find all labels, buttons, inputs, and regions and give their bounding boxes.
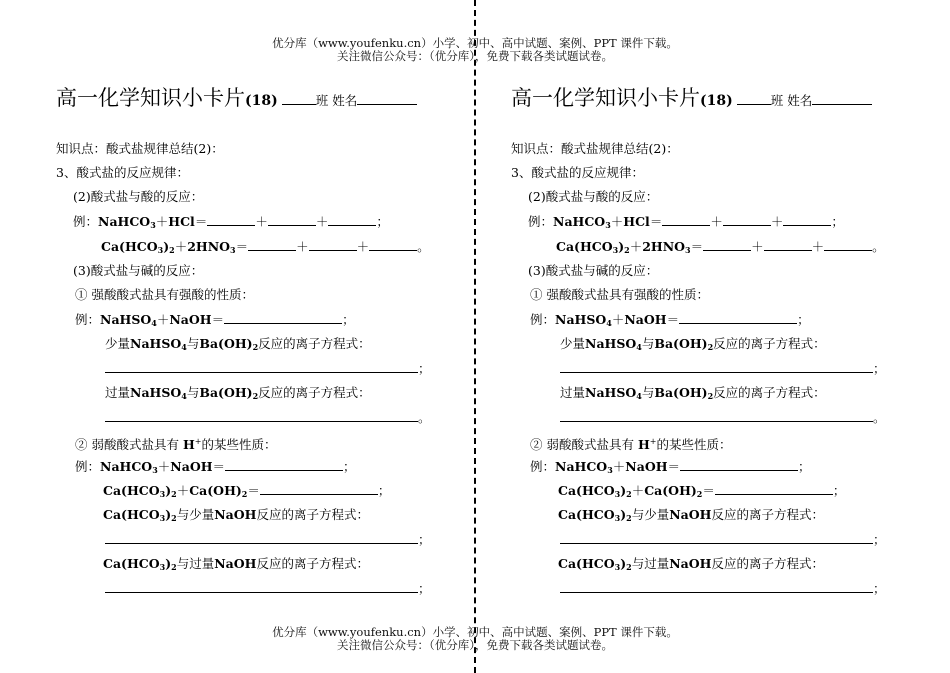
answer-blank[interactable]	[105, 361, 418, 373]
acid-reaction-heading: (2)酸式盐与酸的反应：	[528, 189, 659, 204]
name-blank[interactable]	[357, 92, 417, 105]
example-cahco3-caoh2: $Ca(HCO_3)_2+Ca(OH)_2=$ ；	[558, 483, 846, 499]
example-cahco3-hno3: $Ca(HCO_3)_2+2HNO_3=$ ＋ ＋ 。	[101, 239, 430, 255]
answer-line: ；	[560, 532, 886, 548]
section-3-heading: 3、酸式盐的反应规律：	[56, 165, 189, 180]
answer-blank[interactable]	[105, 410, 418, 422]
answer-blank[interactable]	[328, 214, 376, 226]
topic-line: 知识点：酸式盐规律总结(2)：	[56, 141, 224, 156]
example-nahco3-hcl: 例：NaHCO$_3$＋HCl＝ ＋ ＋ ；	[73, 214, 389, 230]
answer-line: 。	[105, 410, 431, 426]
title-text: 高一化学知识小卡片	[511, 86, 700, 110]
card-title	[56, 82, 417, 112]
weak-acid-salt-note: ② 弱酸酸式盐具有 H+的某些性质：	[530, 437, 732, 453]
little-nahso4-baoh2: 少量NaHSO$_4$与$Ba(OH)_2$反应的离子方程式：	[105, 336, 371, 352]
answer-blank[interactable]	[560, 361, 873, 373]
card-number: (18)	[700, 93, 733, 109]
cahco3-excess-naoh: $Ca(HCO_3)_2$与过量NaOH反应的离子方程式：	[558, 556, 824, 572]
topic-line: 知识点：酸式盐规律总结(2)：	[511, 141, 679, 156]
class-blank[interactable]	[737, 92, 771, 105]
answer-blank[interactable]	[764, 239, 812, 251]
class-name-label: 班 姓名	[770, 93, 813, 108]
name-blank[interactable]	[812, 92, 872, 105]
answer-blank[interactable]	[207, 214, 255, 226]
answer-line: ；	[560, 361, 886, 377]
answer-blank[interactable]	[369, 239, 417, 251]
answer-blank[interactable]	[560, 532, 873, 544]
class-name-label: 班 姓名	[315, 93, 358, 108]
example-nahco3-hcl: 例：NaHCO$_3$＋HCl＝ ＋ ＋ ；	[528, 214, 844, 230]
cut-line	[474, 0, 476, 673]
answer-line: ；	[560, 581, 886, 597]
base-reaction-heading: (3)酸式盐与碱的反应：	[528, 263, 659, 278]
cahco3-excess-naoh: $Ca(HCO_3)_2$与过量NaOH反应的离子方程式：	[103, 556, 369, 572]
answer-blank[interactable]	[680, 459, 798, 471]
answer-blank[interactable]	[268, 214, 316, 226]
example-nahso4-naoh: 例：NaHSO$_4$＋NaOH＝ ；	[75, 312, 355, 328]
cahco3-little-naoh: $Ca(HCO_3)_2$与少量NaOH反应的离子方程式：	[558, 507, 824, 523]
answer-blank[interactable]	[105, 532, 418, 544]
answer-line: 。	[560, 410, 886, 426]
example-cahco3-hno3: $Ca(HCO_3)_2+2HNO_3=$ ＋ ＋ 。	[556, 239, 885, 255]
answer-blank[interactable]	[679, 312, 797, 324]
example-nahco3-naoh: 例：NaHCO$_3$＋NaOH＝ ；	[75, 459, 356, 475]
banner-line-1: 优分库（www.youfenku.cn）小学、初中、高中试题、案例、PPT 课件下载。	[272, 36, 678, 50]
acid-reaction-heading: (2)酸式盐与酸的反应：	[73, 189, 204, 204]
answer-blank[interactable]	[105, 581, 418, 593]
class-blank[interactable]	[282, 92, 316, 105]
example-nahso4-naoh: 例：NaHSO$_4$＋NaOH＝ ；	[530, 312, 810, 328]
answer-blank[interactable]	[248, 239, 296, 251]
banner-line-2: 关注微信公众号：（优分库），免费下载各类试题试卷。	[337, 638, 613, 652]
answer-blank[interactable]	[723, 214, 771, 226]
example-nahco3-naoh: 例：NaHCO$_3$＋NaOH＝ ；	[530, 459, 811, 475]
answer-blank[interactable]	[309, 239, 357, 251]
answer-line: ；	[105, 361, 431, 377]
card-number: (18)	[245, 93, 278, 109]
section-3-heading: 3、酸式盐的反应规律：	[511, 165, 644, 180]
answer-blank[interactable]	[715, 483, 833, 495]
answer-blank[interactable]	[560, 410, 873, 422]
cahco3-little-naoh: $Ca(HCO_3)_2$与少量NaOH反应的离子方程式：	[103, 507, 369, 523]
answer-blank[interactable]	[824, 239, 872, 251]
card-title	[511, 82, 872, 112]
excess-nahso4-baoh2: 过量NaHSO$_4$与$Ba(OH)_2$反应的离子方程式：	[560, 385, 826, 401]
strong-acid-salt-note: ① 强酸酸式盐具有强酸的性质：	[75, 287, 254, 302]
strong-acid-salt-note: ① 强酸酸式盐具有强酸的性质：	[530, 287, 709, 302]
answer-blank[interactable]	[260, 483, 378, 495]
base-reaction-heading: (3)酸式盐与碱的反应：	[73, 263, 204, 278]
weak-acid-salt-note: ② 弱酸酸式盐具有 H+的某些性质：	[75, 437, 277, 453]
answer-line: ；	[105, 581, 431, 597]
answer-blank[interactable]	[225, 459, 343, 471]
banner-line-2: 关注微信公众号：（优分库），免费下载各类试题试卷。	[337, 49, 613, 63]
answer-line: ；	[105, 532, 431, 548]
title-text: 高一化学知识小卡片	[56, 86, 245, 110]
answer-blank[interactable]	[703, 239, 751, 251]
bottom-banner	[0, 626, 950, 652]
excess-nahso4-baoh2: 过量NaHSO$_4$与$Ba(OH)_2$反应的离子方程式：	[105, 385, 371, 401]
little-nahso4-baoh2: 少量NaHSO$_4$与$Ba(OH)_2$反应的离子方程式：	[560, 336, 826, 352]
banner-line-1: 优分库（www.youfenku.cn）小学、初中、高中试题、案例、PPT 课件下载。	[272, 625, 678, 639]
answer-blank[interactable]	[662, 214, 710, 226]
answer-blank[interactable]	[224, 312, 342, 324]
answer-blank[interactable]	[783, 214, 831, 226]
example-cahco3-caoh2: $Ca(HCO_3)_2+Ca(OH)_2=$ ；	[103, 483, 391, 499]
answer-blank[interactable]	[560, 581, 873, 593]
